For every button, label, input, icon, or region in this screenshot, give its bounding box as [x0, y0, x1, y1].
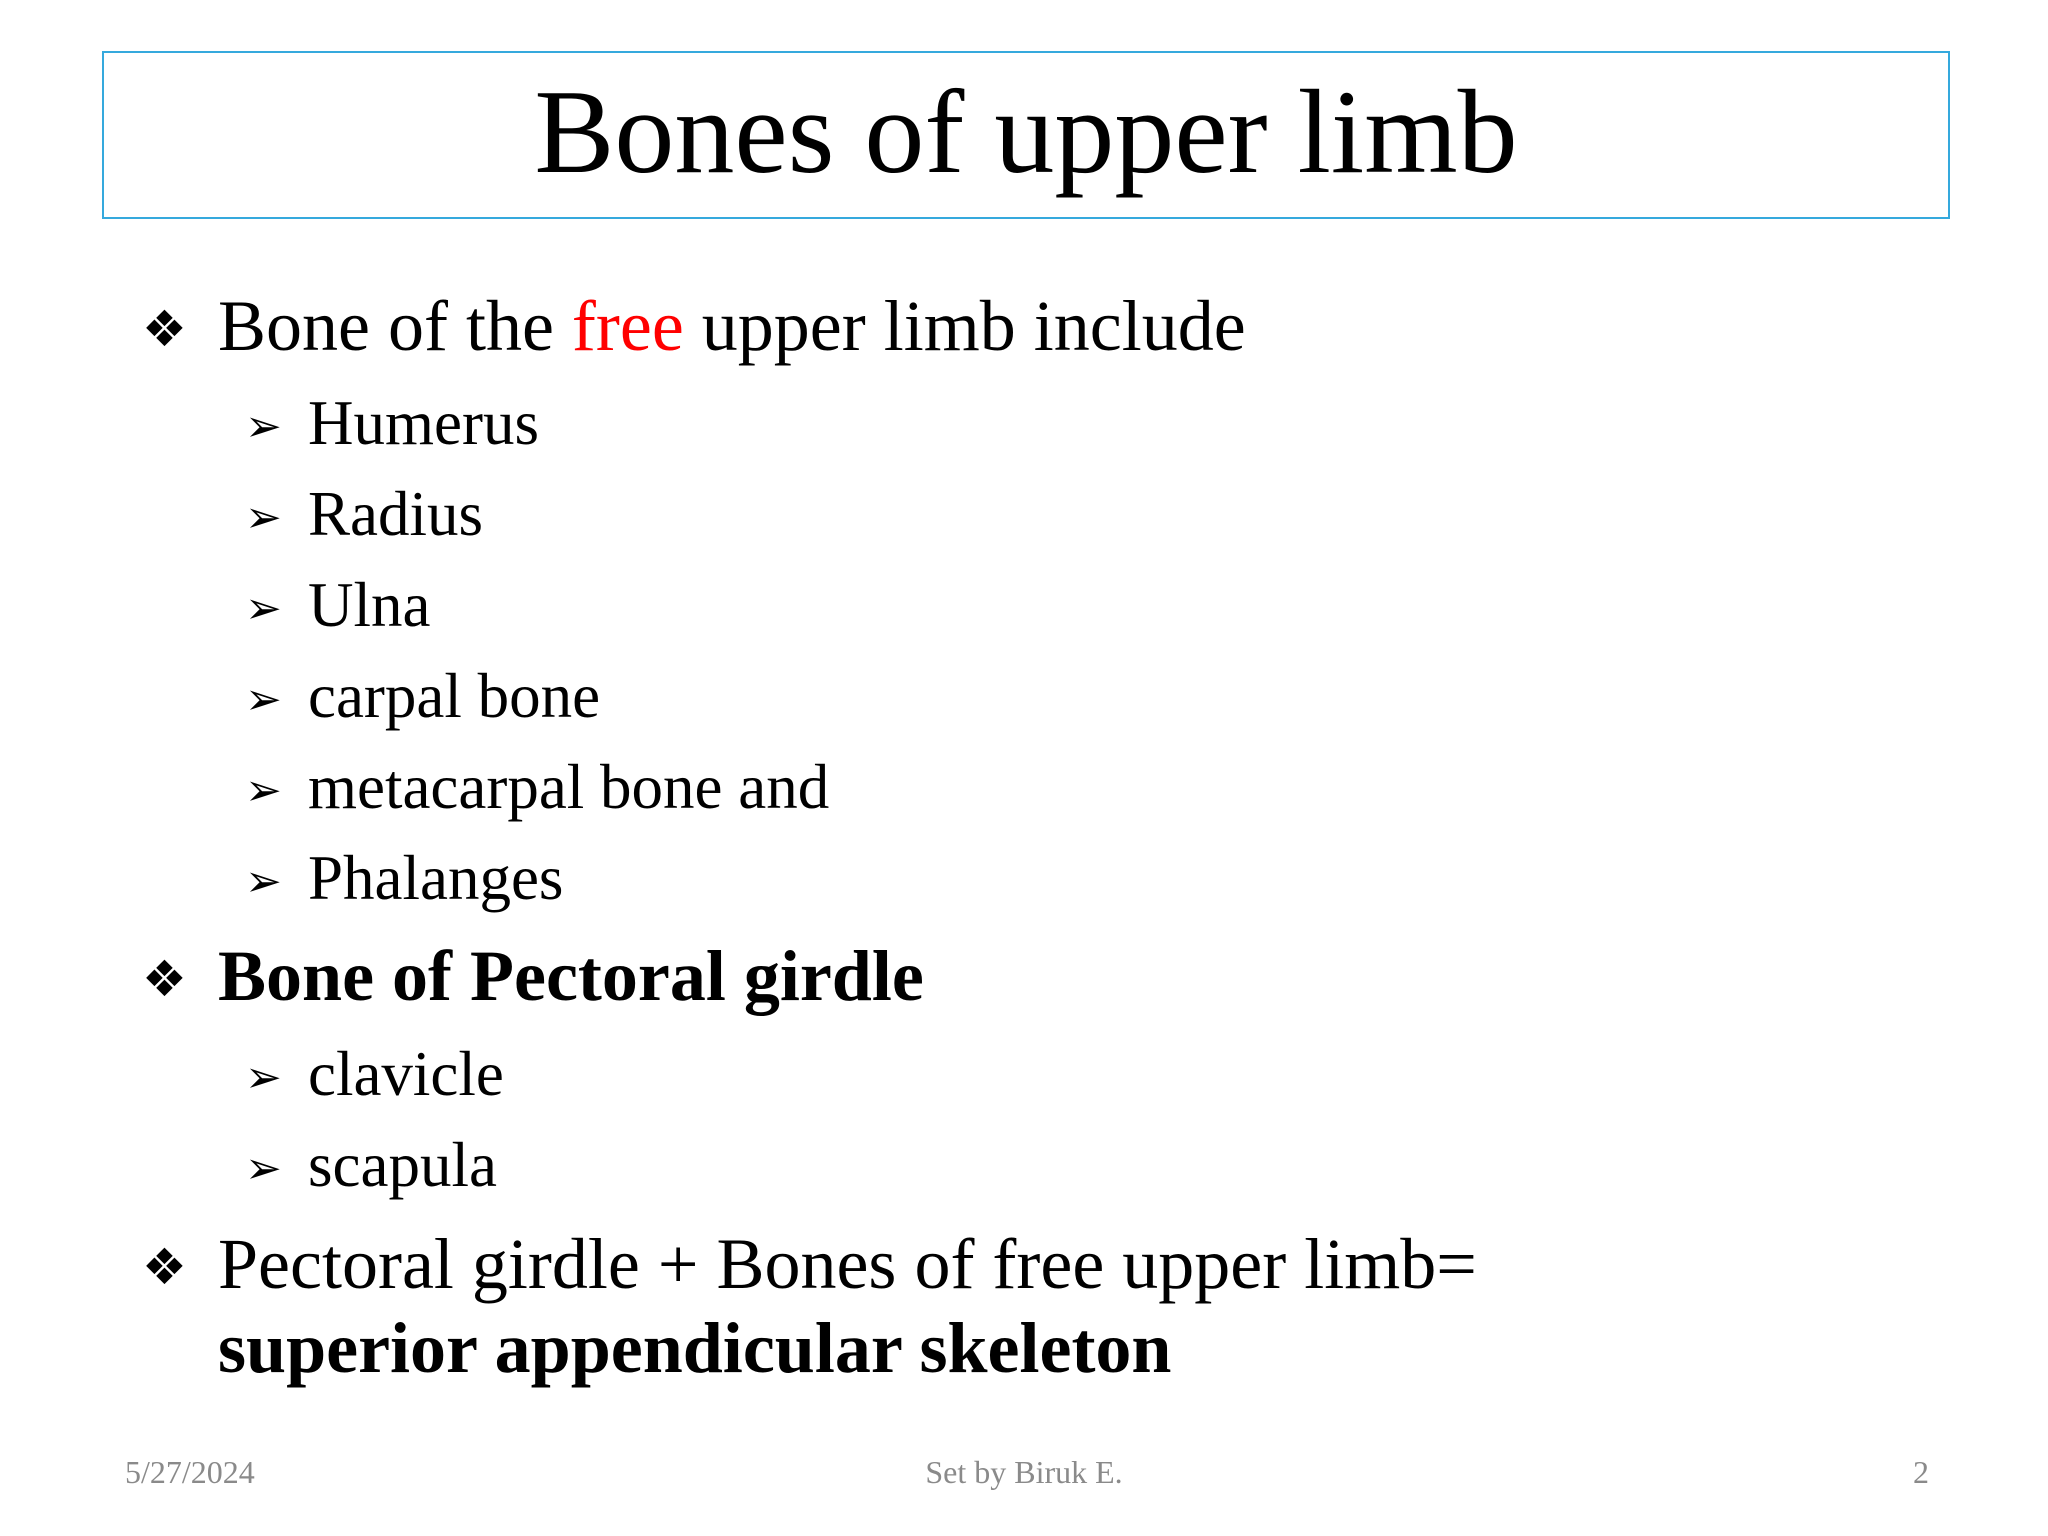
right-arrowhead-icon: ➢: [245, 492, 282, 543]
bullet-free-upper-limb: [142, 284, 1246, 375]
footer-date: 5/27/2024: [125, 1454, 255, 1490]
title-box: [102, 51, 1950, 219]
right-arrowhead-icon: ➢: [245, 1052, 282, 1103]
bullet-text: Bone of Pectoral girdle: [218, 936, 924, 1016]
right-arrowhead-icon: ➢: [245, 1143, 282, 1194]
sub-item-carpal: [245, 659, 600, 740]
four-diamond-icon: ❖: [142, 950, 187, 1008]
bullet-text: Bone of the free upper limb include: [218, 286, 1246, 366]
sub-item-label: Radius: [308, 479, 484, 549]
footer-author: Set by Biruk E.: [925, 1454, 1123, 1490]
bullet-summary: [142, 1222, 1477, 1313]
sub-item-label: metacarpal bone and: [308, 752, 830, 822]
sub-item-metacarpal: [245, 750, 829, 831]
sub-item-label: Phalanges: [308, 843, 564, 913]
sub-item-radius: [245, 477, 483, 558]
four-diamond-icon: ❖: [142, 1238, 187, 1296]
footer-page-number: 2: [1913, 1454, 1929, 1490]
sub-item-label: Humerus: [308, 388, 539, 458]
right-arrowhead-icon: ➢: [245, 765, 282, 816]
summary-continuation: superior appendicular skeleton: [218, 1308, 1172, 1388]
sub-item-clavicle: [245, 1037, 504, 1118]
right-arrowhead-icon: ➢: [245, 856, 282, 907]
right-arrowhead-icon: ➢: [245, 583, 282, 634]
right-arrowhead-icon: ➢: [245, 401, 282, 452]
sub-item-ulna: [245, 568, 430, 649]
sub-item-label: clavicle: [308, 1039, 504, 1109]
sub-item-label: carpal bone: [308, 661, 601, 731]
bullet-pectoral-girdle: [142, 934, 924, 1025]
highlight-free: free: [571, 286, 684, 366]
bullet-text: Pectoral girdle + Bones of free upper limb=: [218, 1224, 1477, 1304]
four-diamond-icon: ❖: [142, 300, 187, 358]
sub-item-scapula: [245, 1128, 497, 1209]
sub-item-label: scapula: [308, 1130, 497, 1200]
sub-item-phalanges: [245, 841, 563, 922]
sub-item-label: Ulna: [308, 570, 431, 640]
sub-item-humerus: [245, 386, 539, 467]
slide-title: Bones of upper limb: [534, 65, 1518, 198]
right-arrowhead-icon: ➢: [245, 674, 282, 725]
